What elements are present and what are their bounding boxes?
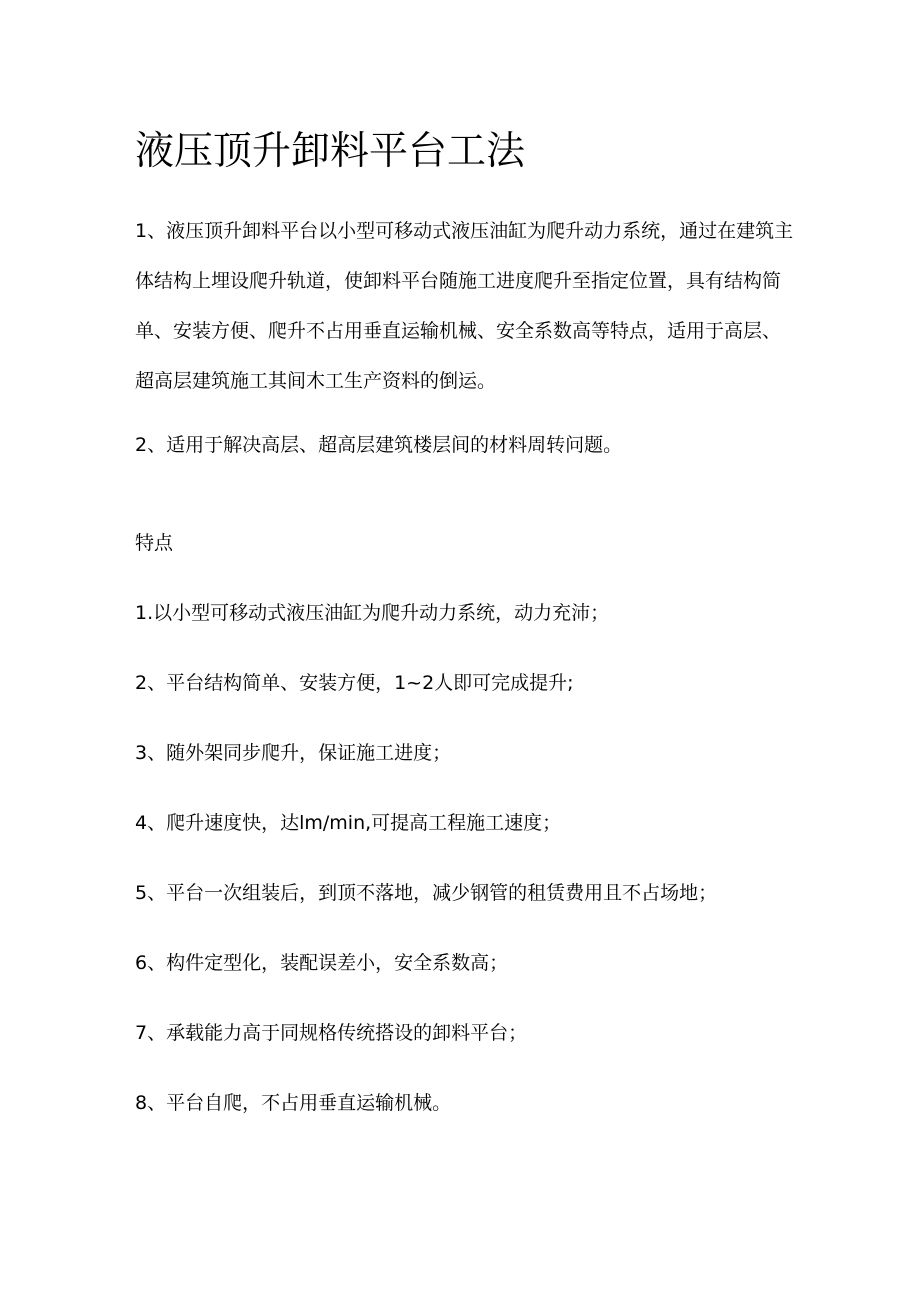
paragraph-1: 1、液压顶升卸料平台以小型可移动式液压油缸为爬升动力系统，通过在建筑主体结构上埋设爬升轨道，使卸料平台随施工进度爬升至指定位置，具有结构简单、安装方便、爬升不占用垂直运输机械、安全系数高等特点，适用于高层、超高层建筑施工其间木工生产资料的倒运。 [135, 220, 794, 392]
feature-item-7: 7、承载能力高于同规格传统搭设的卸料平台； [135, 1022, 528, 1044]
feature-item-1: 1.以小型可移动式液压油缸为爬升动力系统，动力充沛； [135, 602, 610, 624]
feature-item-6: 6、构件定型化，装配误差小，安全系数高； [135, 952, 509, 974]
feature-item-3: 3、随外架同步爬升，保证施工进度； [135, 742, 452, 764]
feature-item-5: 5、平台一次组装后，到顶不落地，减少钢管的租赁费用且不占场地； [135, 882, 718, 904]
feature-item-4: 4、爬升速度快，达lm/min,可提高工程施工速度； [135, 812, 562, 834]
feature-item-8: 8、平台自爬，不占用垂直运输机械。 [135, 1092, 452, 1114]
paragraph-2: 2、适用于解决高层、超高层建筑楼层间的材料周转问题。 [135, 434, 623, 456]
features-heading: 特点 [135, 532, 174, 554]
feature-item-2: 2、平台结构简单、安装方便，1~2人即可完成提升; [135, 672, 574, 694]
document-title: 液压顶升卸料平台工法 [135, 129, 526, 174]
